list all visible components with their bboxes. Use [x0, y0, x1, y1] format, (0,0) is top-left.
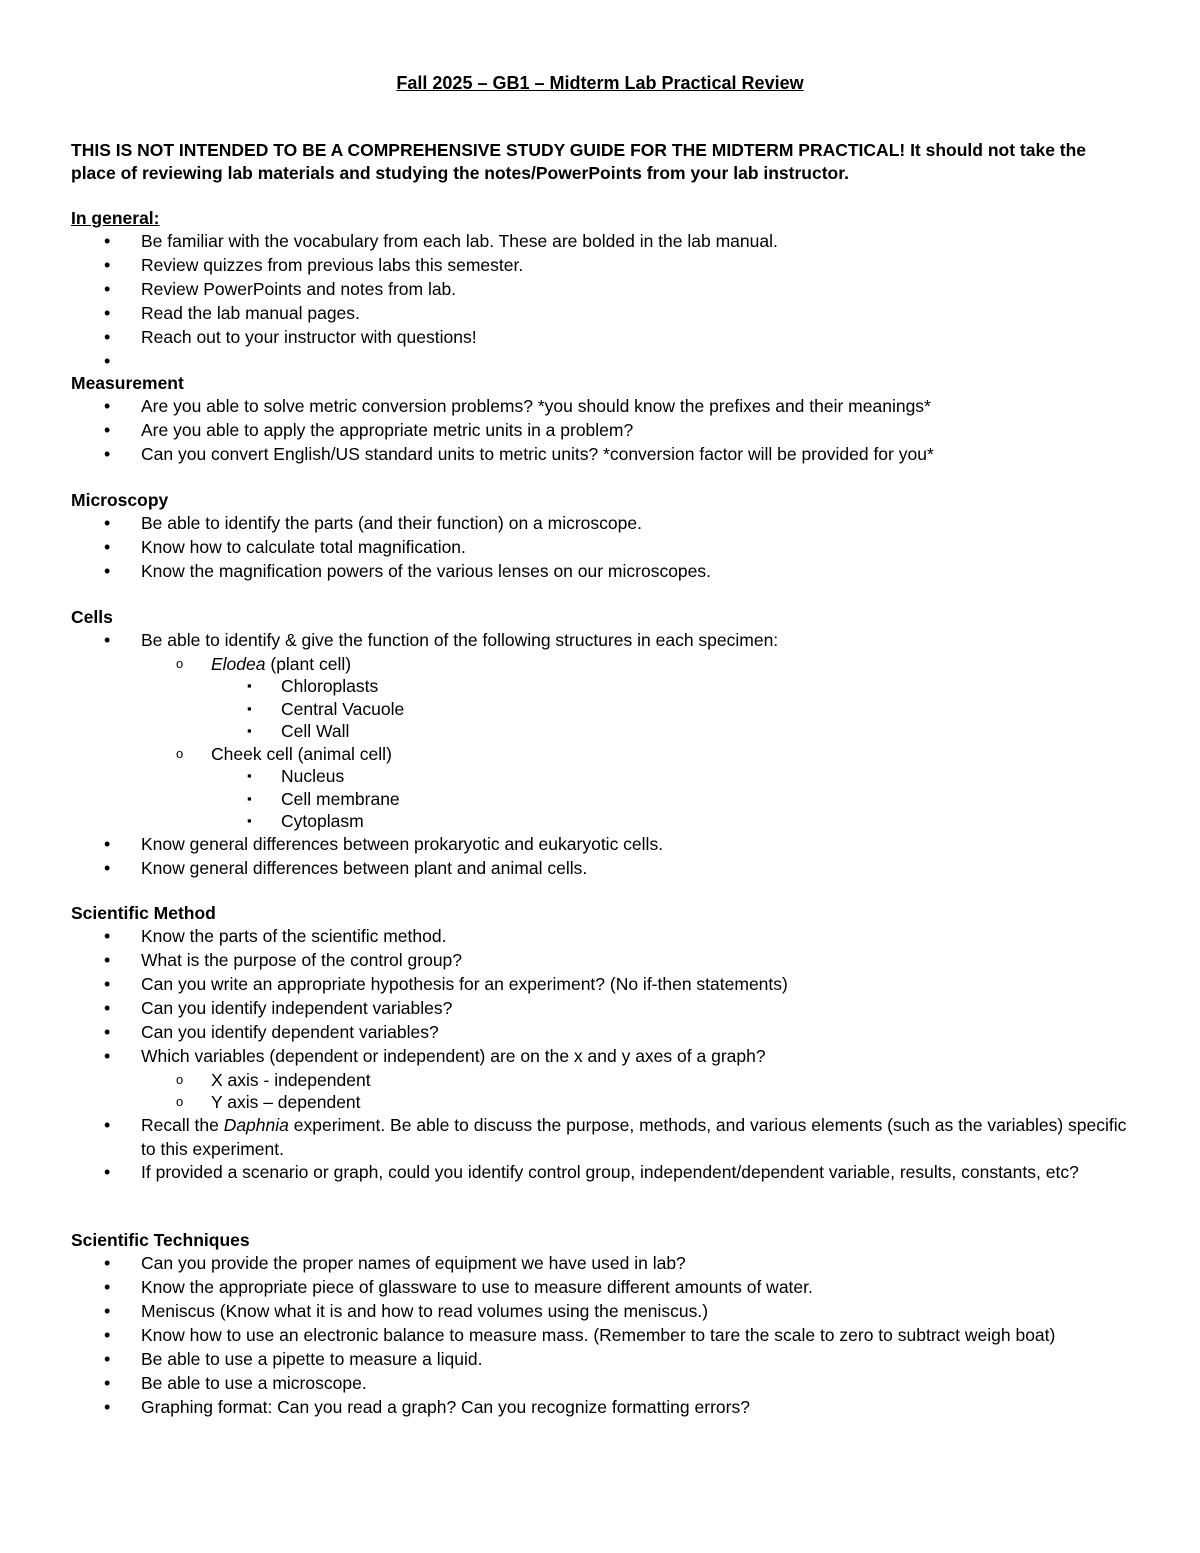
- sub-list-item-text: (plant cell): [265, 653, 352, 674]
- list-item: • Meniscus (Know what it is and how to read volumes using the meniscus.): [71, 1300, 1131, 1324]
- list-item: • Can you identify independent variables?: [71, 997, 1131, 1021]
- list-item: • Know how to calculate total magnification.: [71, 536, 1131, 560]
- list-item: • Read the lab manual pages.: [71, 302, 1131, 326]
- section-microscopy: [71, 489, 1131, 584]
- list-item: • Can you provide the proper names of equipment we have used in lab?: [71, 1252, 1131, 1276]
- list-item-text: experiment. Be able to discuss the purpose, methods, and various elements (such as the variables) specific to this experiment.: [141, 1114, 1127, 1159]
- list-item: • Be able to use a pipette to measure a liquid.: [71, 1348, 1131, 1372]
- species-name: Elodea: [211, 653, 266, 674]
- list-item: • Be familiar with the vocabulary from each lab. These are bolded in the lab manual.: [71, 230, 1131, 254]
- sub-list-item-text: Cheek cell (animal cell): [211, 743, 392, 764]
- list-item: • Be able to use a microscope.: [71, 1372, 1131, 1396]
- disclaimer: THIS IS NOT INTENDED TO BE A COMPREHENSIVE STUDY GUIDE FOR THE MIDTERM PRACTICAL! It should not take the place of reviewing lab materials and studying the notes/PowerPoints from your lab instructor.: [71, 140, 1087, 183]
- list-item: • Reach out to your instructor with questions!: [71, 326, 1131, 350]
- list-item: [71, 1045, 1131, 1114]
- sub-list-item: o Y axis – dependent: [141, 1091, 1131, 1114]
- list-item: • Be able to identify the parts (and their function) on a microscope.: [71, 512, 1131, 536]
- list-item-text: Recall the: [141, 1114, 224, 1135]
- sub-sub-list-item: ▪ Nucleus: [211, 765, 1131, 788]
- list-item-text: Which variables (dependent or independent) are on the x and y axes of a graph?: [141, 1046, 766, 1066]
- list-item: • Are you able to apply the appropriate metric units in a problem?: [71, 419, 1131, 443]
- sub-list-item: o X axis - independent: [141, 1069, 1131, 1092]
- section-heading: Cells: [71, 607, 113, 627]
- sub-sub-list-item: ▪ Chloroplasts: [211, 675, 1131, 698]
- section-heading: Measurement: [71, 373, 184, 393]
- list-item: • Know the parts of the scientific method.: [71, 925, 1131, 949]
- bullet-list: [71, 512, 1131, 584]
- list-item: • Know general differences between plant and animal cells.: [71, 857, 1131, 881]
- list-item: • Know general differences between prokaryotic and eukaryotic cells.: [71, 833, 1131, 857]
- bullet-list: [71, 629, 1131, 881]
- list-item-text: Be able to identify & give the function of the following structures in each specimen:: [141, 630, 779, 650]
- list-item: • Know the magnification powers of the various lenses on our microscopes.: [71, 560, 1131, 584]
- section-scientific-method: [71, 902, 1131, 1185]
- list-item: [71, 1114, 1131, 1162]
- section-heading: Scientific Techniques: [71, 1230, 250, 1250]
- section-scientific-techniques: [71, 1229, 1131, 1420]
- sub-list: [141, 653, 1131, 833]
- sub-sub-list-item: ▪ Cytoplasm: [211, 810, 1131, 833]
- list-item: • Graphing format: Can you read a graph? Can you recognize formatting errors?: [71, 1396, 1131, 1420]
- sub-list-item: [141, 653, 1131, 743]
- bullet-list: [71, 1252, 1131, 1420]
- list-item: [71, 629, 1131, 833]
- sub-sub-list: [211, 675, 1131, 743]
- list-item: • Know how to use an electronic balance to measure mass. (Remember to tare the scale to zero to subtract weigh boat): [71, 1324, 1131, 1348]
- bullet-list: [71, 925, 1131, 1185]
- section-measurement: [71, 372, 1131, 467]
- list-item: • Review PowerPoints and notes from lab.: [71, 278, 1131, 302]
- species-name: Daphnia: [223, 1114, 289, 1135]
- bullet-list: [71, 395, 1131, 467]
- sub-sub-list: [211, 765, 1131, 833]
- section-cells: [71, 606, 1131, 881]
- list-item: • Can you identify dependent variables?: [71, 1021, 1131, 1045]
- sub-sub-list-item: ▪ Cell Wall: [211, 720, 1131, 743]
- list-item: • What is the purpose of the control group?: [71, 949, 1131, 973]
- list-item: • Know the appropriate piece of glassware to use to measure different amounts of water.: [71, 1276, 1131, 1300]
- sub-sub-list-item: ▪ Cell membrane: [211, 788, 1131, 811]
- list-item: • Review quizzes from previous labs this semester.: [71, 254, 1131, 278]
- page-title: Fall 2025 – GB1 – Midterm Lab Practical Review: [396, 73, 804, 93]
- sub-list-item: [141, 743, 1131, 833]
- list-item-empty: [71, 350, 1131, 374]
- section-general: [71, 207, 1131, 374]
- sub-sub-list-item: ▪ Central Vacuole: [211, 698, 1131, 721]
- section-heading: Scientific Method: [71, 903, 216, 923]
- list-item: • If provided a scenario or graph, could you identify control group, independent/dependent variable, results, constants, etc?: [71, 1161, 1131, 1185]
- bullet-list: [71, 230, 1131, 374]
- list-item: • Are you able to solve metric conversion problems? *you should know the prefixes and their meanings*: [71, 395, 1131, 419]
- list-item: • Can you convert English/US standard units to metric units? *conversion factor will be provided for you*: [71, 443, 1131, 467]
- list-item: • Can you write an appropriate hypothesis for an experiment? (No if-then statements): [71, 973, 1131, 997]
- sub-list: [141, 1069, 1131, 1114]
- section-heading: In general:: [71, 208, 160, 228]
- section-heading: Microscopy: [71, 490, 169, 510]
